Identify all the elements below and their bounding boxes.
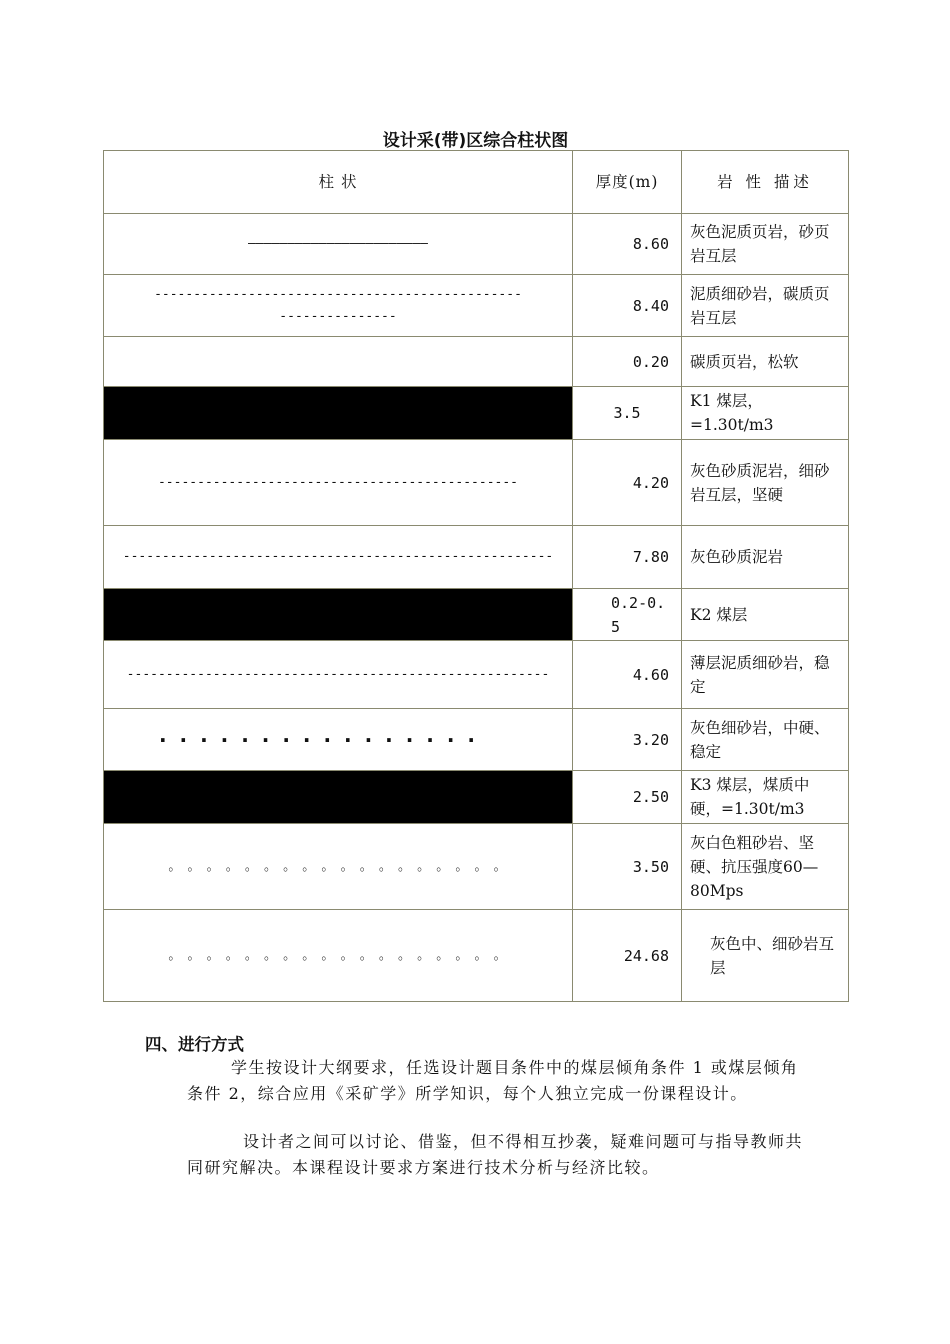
row-thickness: 3.20 xyxy=(573,709,682,771)
row-description: K3 煤层，煤质中硬，=1.30t/m3 xyxy=(682,771,849,824)
header-column: 柱 状 xyxy=(104,151,573,214)
table-row xyxy=(104,526,849,589)
table-row xyxy=(104,275,849,337)
table-header-row xyxy=(104,151,849,214)
row-pattern: 。 。 。 。 。 。 。 。 。 。 。 。 。 。 。 。 。 。 xyxy=(104,910,573,1002)
row-pattern: 。 。 。 。 。 。 。 。 。 。 。 。 。 。 。 。 。 。 xyxy=(104,824,573,910)
table-row xyxy=(104,641,849,709)
paragraph-text: 学生按设计大纲要求，任选设计题目条件中的煤层倾角条件 1 或煤层倾角条件 2，综合应用《采矿学》所学知识，每个人独立完成一份课程设计。 xyxy=(187,1058,799,1103)
table-row xyxy=(104,214,849,275)
row-description: 薄层泥质细砂岩，稳定 xyxy=(682,641,849,709)
row-thickness: 7.80 xyxy=(573,526,682,589)
row-description: 灰色中、细砂岩互层 xyxy=(682,910,849,1002)
coal-seam-fill xyxy=(104,387,573,440)
row-pattern xyxy=(104,337,573,387)
table-row xyxy=(104,337,849,387)
row-description: 泥质细砂岩，碳质页岩互层 xyxy=(682,275,849,337)
section-heading: 四、进行方式 xyxy=(145,1035,244,1054)
row-pattern: ------------------------------------------------------- xyxy=(104,526,573,589)
row-thickness: 8.40 xyxy=(573,275,682,337)
row-thickness: 0.20 xyxy=(573,337,682,387)
row-description: K1 煤层，=1.30t/m3 xyxy=(682,387,849,440)
header-description: 岩 性 描述 xyxy=(682,151,849,214)
row-thickness: 2.50 xyxy=(573,771,682,824)
row-description: 灰白色粗砂岩、坚硬、抗压强度60—80Mps xyxy=(682,824,849,910)
table-row xyxy=(104,910,849,1002)
row-thickness: 4.20 xyxy=(573,440,682,526)
row-thickness: 0.2-0.5 xyxy=(573,589,682,641)
table-row xyxy=(104,709,849,771)
table-row xyxy=(104,387,849,440)
table-row xyxy=(104,771,849,824)
row-pattern: ——————————————————————— xyxy=(104,214,573,275)
row-description: 灰色砂质泥岩 xyxy=(682,526,849,589)
row-thickness: 3.50 xyxy=(573,824,682,910)
coal-seam-fill xyxy=(104,771,573,824)
coal-seam-fill xyxy=(104,589,573,641)
paragraph xyxy=(187,1129,807,1181)
row-thickness: 4.60 xyxy=(573,641,682,709)
row-thickness: 3.5 xyxy=(573,387,682,440)
header-thickness: 厚度(m) xyxy=(573,151,682,214)
table-row xyxy=(104,589,849,641)
table-row xyxy=(104,824,849,910)
row-description: 灰色砂质泥岩，细砂岩互层，坚硬 xyxy=(682,440,849,526)
row-pattern: ------------------------------------------------------ xyxy=(104,641,573,709)
row-pattern: ---------------------------------------------- xyxy=(104,440,573,526)
paragraph-text: 设计者之间可以讨论、借鉴，但不得相互抄袭，疑难问题可与指导教师共同研究解决。本课程设计要求方案进行技术分析与经济比较。 xyxy=(187,1132,804,1177)
table-row xyxy=(104,440,849,526)
row-pattern: -------------------------------------------------------------- xyxy=(104,275,573,337)
row-description: 碳质页岩，松软 xyxy=(682,337,849,387)
row-description: 灰色泥质页岩，砂页岩互层 xyxy=(682,214,849,275)
paragraph xyxy=(187,1055,807,1107)
row-thickness: 24.68 xyxy=(573,910,682,1002)
row-thickness: 8.60 xyxy=(573,214,682,275)
row-description: K2 煤层 xyxy=(682,589,849,641)
row-pattern: · · · · · · · · · · · · · · · · xyxy=(104,709,573,771)
stratigraphic-column-table xyxy=(103,150,849,1002)
table-title: 设计采(带)区综合柱状图 xyxy=(382,131,569,151)
row-description: 灰色细砂岩，中硬、稳定 xyxy=(682,709,849,771)
